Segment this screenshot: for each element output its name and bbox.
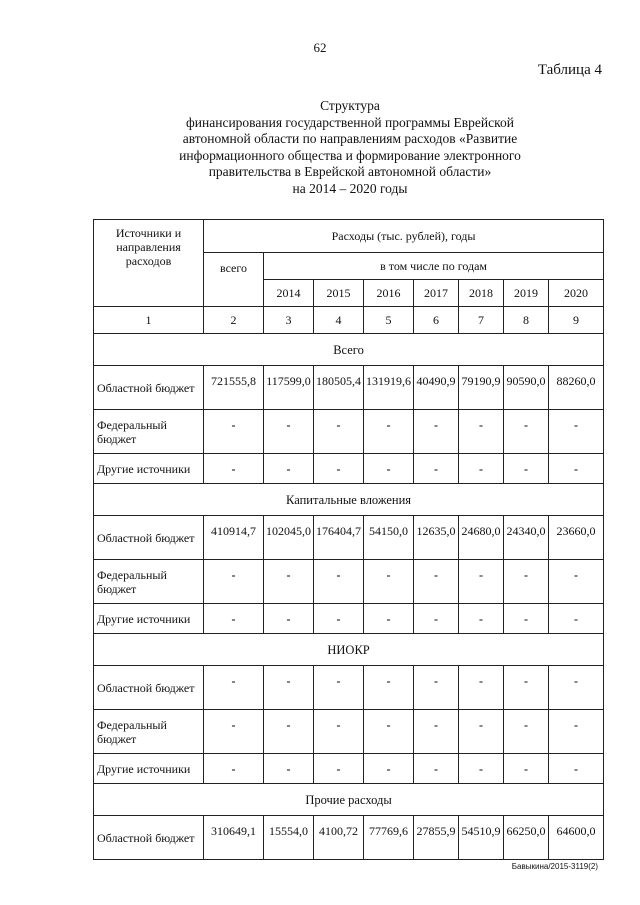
value-cell: - — [549, 666, 604, 710]
header-expenses-cell: Расходы (тыс. рублей), годы — [204, 220, 604, 253]
column-number-cell: 4 — [314, 307, 364, 334]
value-cell: - — [549, 754, 604, 784]
table-label: Таблица 4 — [537, 62, 602, 78]
value-cell: 23660,0 — [549, 516, 604, 560]
value-cell: - — [414, 666, 459, 710]
value-cell: 102045,0 — [264, 516, 314, 560]
value-cell: - — [204, 454, 264, 484]
year-header-cell: 2014 — [264, 280, 314, 307]
value-cell: - — [459, 710, 504, 754]
section-title-cell: Прочие расходы — [94, 784, 604, 816]
table-row — [94, 816, 604, 860]
title-line: Структура — [320, 98, 380, 113]
value-cell: 176404,7 — [314, 516, 364, 560]
value-cell: - — [264, 410, 314, 454]
value-cell: - — [264, 454, 314, 484]
column-number-cell: 2 — [204, 307, 264, 334]
value-cell: - — [459, 560, 504, 604]
value-cell: - — [414, 454, 459, 484]
value-cell: 77769,6 — [364, 816, 414, 860]
value-cell: - — [549, 604, 604, 634]
value-cell: 12635,0 — [414, 516, 459, 560]
year-header-cell: 2015 — [314, 280, 364, 307]
footer-note: Бавыкина/2015-3119(2) — [511, 862, 598, 871]
value-cell: 88260,0 — [549, 366, 604, 410]
value-cell: - — [264, 604, 314, 634]
title-line: правительства в Еврейской автономной области» — [208, 164, 492, 179]
source-cell: Областной бюджет — [94, 516, 204, 560]
column-number-cell: 3 — [264, 307, 314, 334]
year-header-cell: 2017 — [414, 280, 459, 307]
year-header-cell: 2020 — [549, 280, 604, 307]
value-cell: 54510,9 — [459, 816, 504, 860]
source-cell: Другие источники — [94, 454, 204, 484]
value-cell: - — [504, 710, 549, 754]
value-cell: - — [314, 754, 364, 784]
value-cell: 117599,0 — [264, 366, 314, 410]
header-source-cell: Источники и направления расходов — [94, 220, 204, 307]
value-cell: 24680,0 — [459, 516, 504, 560]
value-cell: - — [204, 604, 264, 634]
title-line: финансирования государственной программы Еврейской — [186, 114, 514, 130]
column-number-cell: 8 — [504, 307, 549, 334]
value-cell: - — [414, 604, 459, 634]
financing-table — [93, 219, 604, 860]
value-cell: - — [314, 710, 364, 754]
source-cell: Другие источники — [94, 604, 204, 634]
source-cell: Федеральный бюджет — [94, 410, 204, 454]
table-row — [94, 366, 604, 410]
value-cell: - — [204, 410, 264, 454]
header-by-years-cell: в том числе по годам — [264, 253, 604, 280]
source-cell: Федеральный бюджет — [94, 710, 204, 754]
value-cell: 54150,0 — [364, 516, 414, 560]
value-cell: - — [264, 710, 314, 754]
year-header-cell: 2016 — [364, 280, 414, 307]
value-cell: - — [364, 710, 414, 754]
header-total-cell: всего — [204, 253, 264, 307]
page-number: 62 — [313, 40, 327, 55]
value-cell: - — [314, 604, 364, 634]
value-cell: - — [504, 604, 549, 634]
section-title-cell: Всего — [94, 334, 604, 366]
section-title-cell: Капитальные вложения — [94, 484, 604, 516]
value-cell: - — [504, 454, 549, 484]
value-cell: - — [314, 454, 364, 484]
value-cell: 180505,4 — [314, 366, 364, 410]
table-row — [94, 410, 604, 454]
value-cell: 40490,9 — [414, 366, 459, 410]
value-cell: - — [549, 710, 604, 754]
source-cell: Областной бюджет — [94, 366, 204, 410]
title-line: на 2014 – 2020 годы — [292, 180, 408, 196]
value-cell: - — [364, 454, 414, 484]
source-cell: Федеральный бюджет — [94, 560, 204, 604]
value-cell: - — [504, 560, 549, 604]
value-cell: - — [204, 710, 264, 754]
value-cell: - — [549, 560, 604, 604]
source-cell: Областной бюджет — [94, 816, 204, 860]
value-cell: 721555,8 — [204, 366, 264, 410]
source-cell: Другие источники — [94, 754, 204, 784]
column-number-cell: 1 — [94, 307, 204, 334]
value-cell: 27855,9 — [414, 816, 459, 860]
value-cell: - — [264, 560, 314, 604]
value-cell: - — [364, 560, 414, 604]
table-row — [94, 604, 604, 634]
value-cell: 66250,0 — [504, 816, 549, 860]
value-cell: - — [504, 754, 549, 784]
value-cell: - — [414, 560, 459, 604]
value-cell: - — [459, 666, 504, 710]
value-cell: - — [204, 754, 264, 784]
value-cell: - — [459, 454, 504, 484]
value-cell: - — [364, 410, 414, 454]
value-cell: - — [314, 410, 364, 454]
value-cell: 4100,72 — [314, 816, 364, 860]
column-number-cell: 5 — [364, 307, 414, 334]
table-row — [94, 560, 604, 604]
value-cell: - — [314, 666, 364, 710]
value-cell: - — [364, 604, 414, 634]
value-cell: - — [364, 754, 414, 784]
value-cell: - — [314, 560, 364, 604]
value-cell: - — [264, 666, 314, 710]
value-cell: - — [204, 560, 264, 604]
value-cell: - — [414, 710, 459, 754]
value-cell: - — [504, 410, 549, 454]
section-title-cell: НИОКР — [94, 634, 604, 666]
source-cell: Областной бюджет — [94, 666, 204, 710]
year-header-cell: 2018 — [459, 280, 504, 307]
title-line: информационного общества и формирование электронного — [179, 147, 521, 163]
column-number-cell: 6 — [414, 307, 459, 334]
document-title — [150, 98, 550, 197]
value-cell: - — [459, 754, 504, 784]
value-cell: - — [549, 454, 604, 484]
value-cell: - — [549, 410, 604, 454]
table-row — [94, 754, 604, 784]
title-line: автономной области по направлениям расходов «Развитие — [182, 131, 518, 146]
value-cell: - — [204, 666, 264, 710]
value-cell: 310649,1 — [204, 816, 264, 860]
value-cell: - — [264, 754, 314, 784]
table-row — [94, 454, 604, 484]
column-number-cell: 9 — [549, 307, 604, 334]
column-number-cell: 7 — [459, 307, 504, 334]
value-cell: 15554,0 — [264, 816, 314, 860]
value-cell: 79190,9 — [459, 366, 504, 410]
year-header-cell: 2019 — [504, 280, 549, 307]
value-cell: 410914,7 — [204, 516, 264, 560]
value-cell: 24340,0 — [504, 516, 549, 560]
table-row — [94, 710, 604, 754]
value-cell: - — [504, 666, 549, 710]
table-row — [94, 666, 604, 710]
value-cell: 90590,0 — [504, 366, 549, 410]
value-cell: - — [459, 604, 504, 634]
value-cell: - — [414, 410, 459, 454]
value-cell: 131919,6 — [364, 366, 414, 410]
value-cell: - — [459, 410, 504, 454]
value-cell: - — [414, 754, 459, 784]
value-cell: 64600,0 — [549, 816, 604, 860]
value-cell: - — [364, 666, 414, 710]
table-row — [94, 516, 604, 560]
